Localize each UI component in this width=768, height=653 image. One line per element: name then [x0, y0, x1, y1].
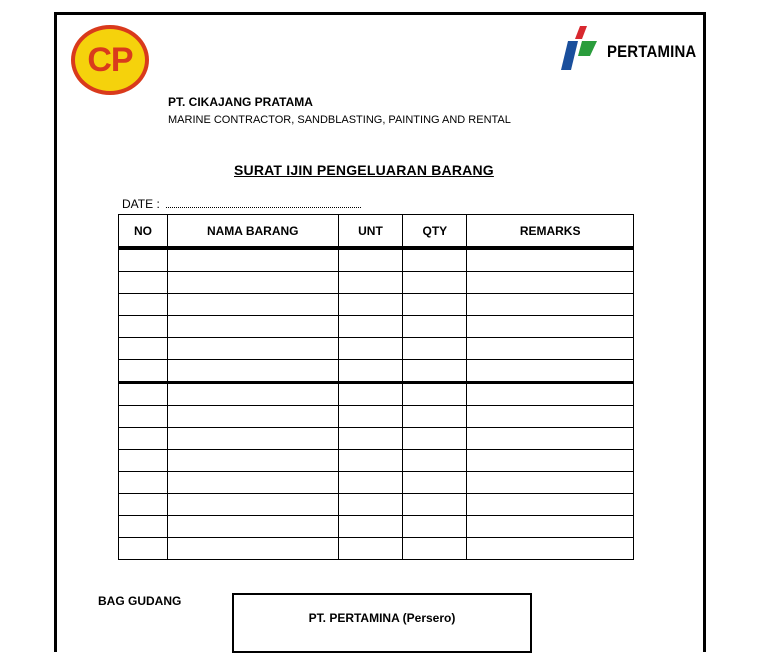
table-cell[interactable] — [119, 383, 168, 406]
table-cell[interactable] — [119, 316, 168, 338]
table-cell[interactable] — [338, 383, 403, 406]
table-cell[interactable] — [467, 294, 634, 316]
document-title: SURAT IJIN PENGELUARAN BARANG — [234, 162, 494, 178]
table-cell[interactable] — [167, 538, 338, 560]
table-cell[interactable] — [403, 450, 467, 472]
table-row — [119, 294, 634, 316]
table-cell[interactable] — [467, 406, 634, 428]
table-cell[interactable] — [338, 450, 403, 472]
table-row — [119, 360, 634, 383]
table-cell[interactable] — [167, 338, 338, 360]
table-cell[interactable] — [467, 248, 634, 272]
table-cell[interactable] — [403, 316, 467, 338]
table-cell[interactable] — [167, 516, 338, 538]
table-cell[interactable] — [467, 472, 634, 494]
table-cell[interactable] — [119, 428, 168, 450]
table-row — [119, 494, 634, 516]
table-cell[interactable] — [467, 516, 634, 538]
table-cell[interactable] — [338, 338, 403, 360]
table-cell[interactable] — [119, 472, 168, 494]
items-table — [118, 214, 634, 560]
table-cell[interactable] — [467, 338, 634, 360]
table-cell[interactable] — [403, 428, 467, 450]
table-cell[interactable] — [119, 272, 168, 294]
table-cell[interactable] — [167, 360, 338, 383]
table-row — [119, 472, 634, 494]
table-cell[interactable] — [119, 494, 168, 516]
table-cell[interactable] — [167, 294, 338, 316]
table-cell[interactable] — [338, 248, 403, 272]
table-row — [119, 538, 634, 560]
table-cell[interactable] — [119, 538, 168, 560]
table-cell[interactable] — [338, 538, 403, 560]
table-cell[interactable] — [167, 316, 338, 338]
table-row — [119, 383, 634, 406]
pertamina-logo-text: PERTAMINA — [607, 42, 697, 61]
table-cell[interactable] — [338, 360, 403, 383]
cp-logo-text: CP — [87, 40, 133, 79]
table-cell[interactable] — [338, 406, 403, 428]
table-row — [119, 450, 634, 472]
table-cell[interactable] — [467, 316, 634, 338]
table-cell[interactable] — [403, 360, 467, 383]
table-cell[interactable] — [338, 494, 403, 516]
table-cell[interactable] — [119, 450, 168, 472]
table-cell[interactable] — [167, 272, 338, 294]
table-cell[interactable] — [467, 428, 634, 450]
table-cell[interactable] — [467, 450, 634, 472]
table-cell[interactable] — [467, 494, 634, 516]
date-label: DATE : — [122, 197, 160, 211]
table-cell[interactable] — [119, 360, 168, 383]
company-tagline: MARINE CONTRACTOR, SANDBLASTING, PAINTING AND RENTAL — [168, 114, 511, 126]
table-cell[interactable] — [403, 406, 467, 428]
column-header-qty: QTY — [403, 215, 467, 249]
table-cell[interactable] — [403, 248, 467, 272]
table-cell[interactable] — [119, 516, 168, 538]
table-header-row — [119, 215, 634, 249]
table-row — [119, 316, 634, 338]
table-cell[interactable] — [338, 316, 403, 338]
table-cell[interactable] — [467, 383, 634, 406]
table-cell[interactable] — [338, 272, 403, 294]
table-body — [119, 248, 634, 560]
table-cell[interactable] — [338, 294, 403, 316]
column-header-unt: UNT — [338, 215, 403, 249]
table-cell[interactable] — [167, 450, 338, 472]
table-cell[interactable] — [467, 272, 634, 294]
bag-gudang-label: BAG GUDANG — [98, 594, 182, 608]
stamp-company-name: PT. PERTAMINA (Persero) — [308, 611, 456, 625]
table-cell[interactable] — [403, 538, 467, 560]
column-header-nama-barang: NAMA BARANG — [167, 215, 338, 249]
table-cell[interactable] — [403, 338, 467, 360]
column-header-no: NO — [119, 215, 168, 249]
table-cell[interactable] — [167, 248, 338, 272]
table-cell[interactable] — [119, 338, 168, 360]
pertamina-logo-icon — [556, 24, 598, 72]
table-cell[interactable] — [403, 516, 467, 538]
table-cell[interactable] — [403, 472, 467, 494]
table-cell[interactable] — [167, 428, 338, 450]
table-cell[interactable] — [403, 294, 467, 316]
table-cell[interactable] — [338, 516, 403, 538]
table-cell[interactable] — [167, 406, 338, 428]
table-row — [119, 406, 634, 428]
date-row — [122, 197, 361, 211]
table-row — [119, 338, 634, 360]
table-cell[interactable] — [167, 494, 338, 516]
table-row — [119, 248, 634, 272]
table-cell[interactable] — [403, 494, 467, 516]
table-cell[interactable] — [119, 406, 168, 428]
table-row — [119, 516, 634, 538]
column-header-remarks: REMARKS — [467, 215, 634, 249]
table-cell[interactable] — [167, 383, 338, 406]
table-cell[interactable] — [403, 272, 467, 294]
table-cell[interactable] — [119, 248, 168, 272]
date-field[interactable] — [166, 198, 361, 208]
table-cell[interactable] — [403, 383, 467, 406]
table-cell[interactable] — [167, 472, 338, 494]
table-cell[interactable] — [338, 472, 403, 494]
table-cell[interactable] — [338, 428, 403, 450]
pertamina-signature-box — [232, 593, 532, 653]
table-cell[interactable] — [467, 538, 634, 560]
table-cell[interactable] — [467, 360, 634, 383]
table-row — [119, 428, 634, 450]
table-cell[interactable] — [119, 294, 168, 316]
company-name: PT. CIKAJANG PRATAMA — [168, 95, 313, 109]
cp-logo — [71, 25, 149, 95]
table-row — [119, 272, 634, 294]
